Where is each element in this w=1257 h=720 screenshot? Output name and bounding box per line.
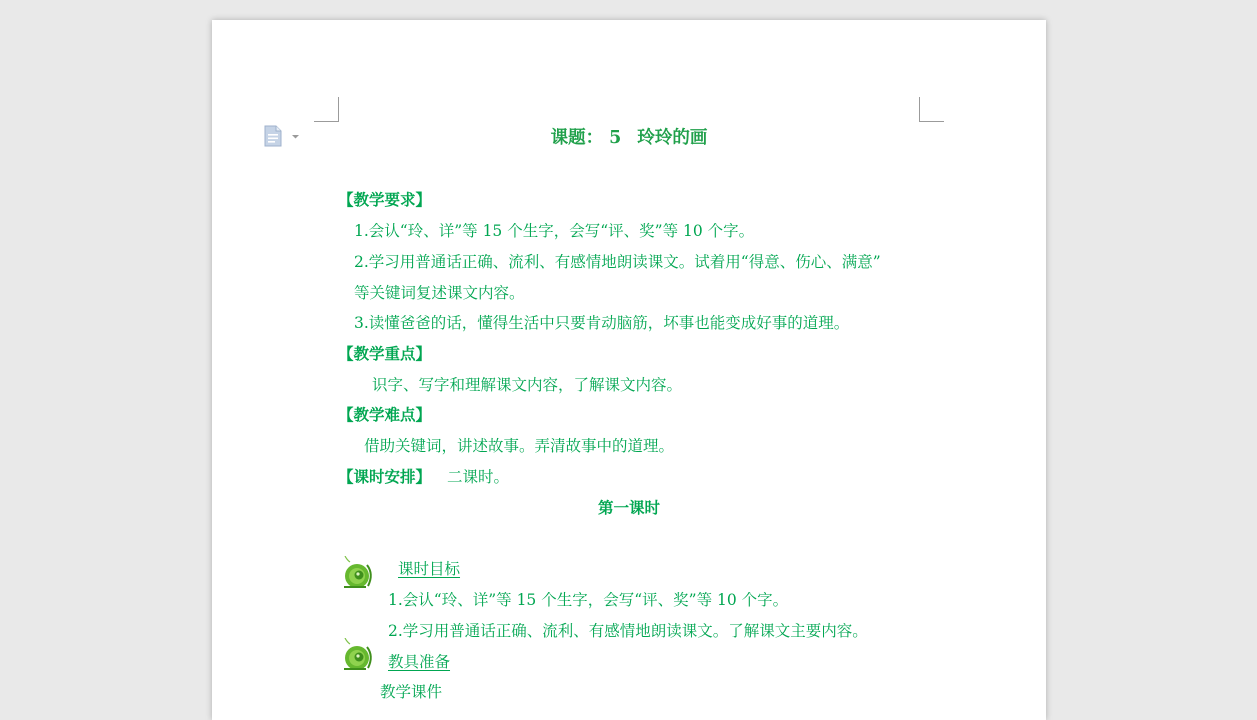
prep-heading: 教具准备 <box>388 653 451 671</box>
requirement-item-3: 3.读懂爸爸的话，懂得生活中只要肯动脑筋，坏事也能变成好事的道理。 <box>354 314 850 332</box>
schedule-heading: 【课时安排】 <box>338 467 432 486</box>
schedule-text: 二课时。 <box>447 468 510 486</box>
margin-corner-top-left <box>314 97 339 122</box>
requirement-item-2-continued: 等关键词复述课文内容。 <box>354 284 525 302</box>
requirement-item-2: 2.学习用普通话正确、流利、有感情地朗读课文。试着用“得意、伤心、满意” <box>354 253 881 271</box>
green-snail-icon <box>342 556 376 590</box>
prep-text: 教学课件 <box>380 683 443 701</box>
key-points-heading: 【教学重点】 <box>338 344 432 363</box>
key-points-text: 识字、写字和理解课文内容，了解课文内容。 <box>372 376 683 394</box>
green-snail-icon <box>342 638 376 672</box>
title-number: 5 <box>609 128 622 148</box>
goal-item-2: 2.学习用普通话正确、流利、有感情地朗读课文。了解课文主要内容。 <box>388 622 868 640</box>
requirement-item-1: 1.会认“玲、详”等 15 个生字，会写“评、奖”等 10 个字。 <box>354 222 755 240</box>
difficulties-heading: 【教学难点】 <box>338 405 432 424</box>
title-name: 玲玲的画 <box>637 128 708 148</box>
document-page <box>212 20 1046 720</box>
difficulties-text: 借助关键词，讲述故事。弄清故事中的道理。 <box>364 437 675 455</box>
lesson1-heading: 第一课时 <box>597 498 660 517</box>
goal-item-1: 1.会认“玲、详”等 15 个生字，会写“评、奖”等 10 个字。 <box>388 591 789 609</box>
margin-corner-top-right <box>919 97 944 122</box>
title-prefix: 课题： <box>550 128 604 148</box>
goals-heading: 课时目标 <box>398 560 461 578</box>
requirements-heading: 【教学要求】 <box>338 190 432 209</box>
document-title <box>212 128 1046 148</box>
